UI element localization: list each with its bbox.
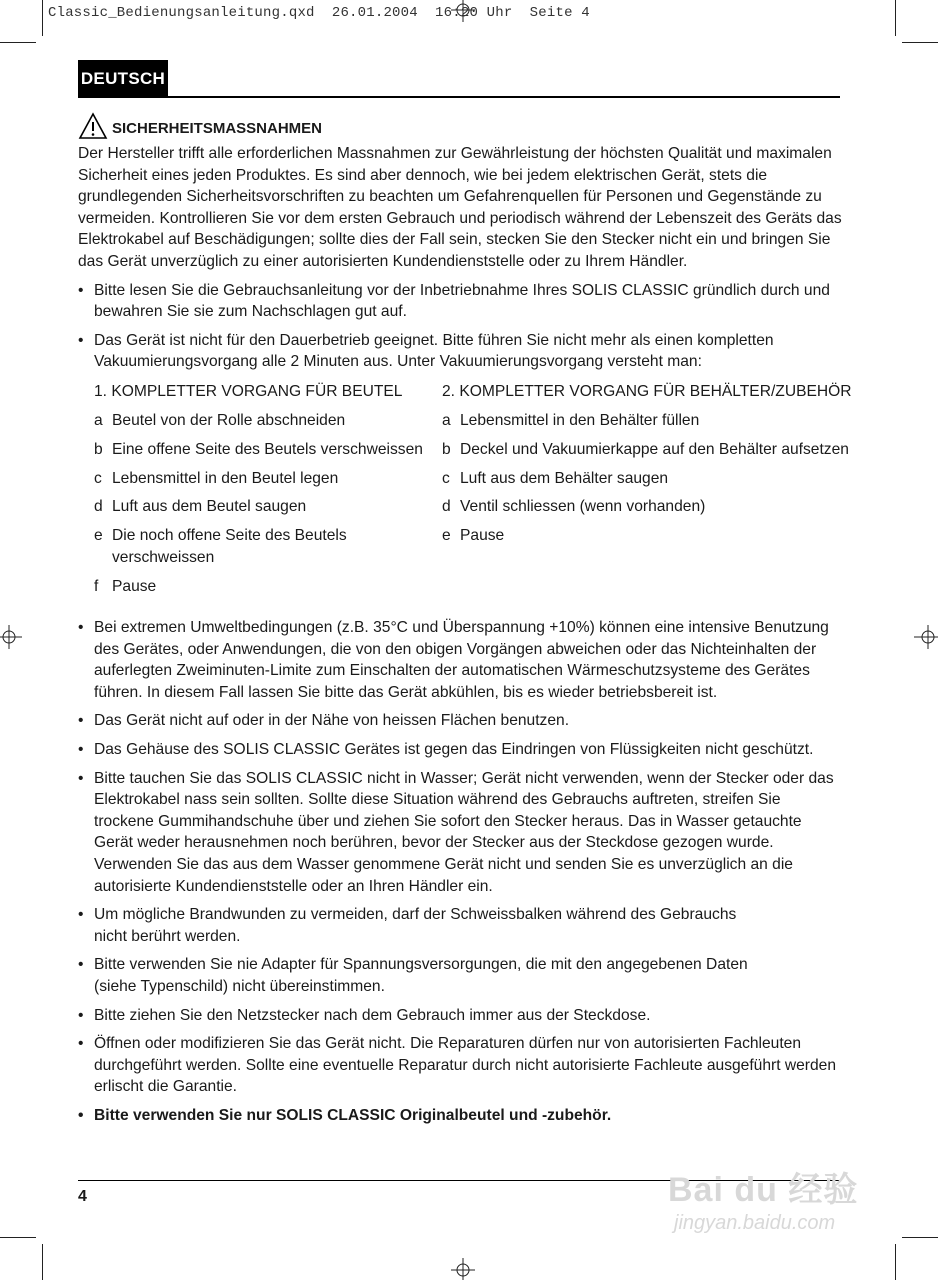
step-letter: b [442,440,451,458]
list-item-text: Das Gerät ist nicht für den Dauerbetrieb geeignet. Bitte führen Sie nicht mehr als einen kompletten Vakuumierungsvorgang alle 2 Minuten aus. Unter Vakuumierungsvorgang versteht man: [94,331,774,371]
header-rule [168,96,840,98]
list-item [78,280,842,323]
step-letter: d [442,498,451,516]
list-item [78,904,842,947]
watermark-brand: Bai du 经验 [668,1171,859,1209]
procedure-table [78,381,852,605]
crop-mark [42,0,43,36]
procedure-step [442,496,842,518]
procedure-step [94,496,442,518]
procedure-step [94,525,442,568]
list-item-emphasis [78,1105,842,1127]
crop-mark [902,42,938,43]
container-procedure-heading: 2. KOMPLETTER VORGANG FÜR BEHÄLTER/ZUBEHÖR [442,382,852,400]
list-item [78,617,842,703]
step-letter: a [94,411,103,429]
step-text: Deckel und Vakuumierkappe auf den Behälter aufsetzen [460,440,849,458]
section-heading [78,112,842,140]
step-letter: e [94,527,103,545]
step-letter: c [442,469,450,487]
crop-mark [0,1237,36,1238]
registration-mark-left [0,624,24,650]
step-text: Lebensmittel in den Behälter füllen [460,411,700,429]
list-item [78,954,842,997]
list-item-text: Bitte ziehen Sie den Netzstecker nach dem Gebrauch immer aus der Steckdose. [94,1006,651,1024]
step-text: Die noch offene Seite des Beutels verschweissen [112,527,347,567]
crop-mark [902,1237,938,1238]
step-text: Pause [112,578,157,596]
list-item-text: Um mögliche Brandwunden zu vermeiden, darf der Schweissbalken während des Gebrauchs nicht berührt werden. [94,906,737,945]
bag-procedure-heading: 1. KOMPLETTER VORGANG FÜR BEUTEL [94,382,403,400]
procedure-step [94,439,442,461]
procedure-step [442,410,842,432]
procedure-step [442,525,842,547]
crop-mark [42,1244,43,1280]
step-text: Beutel von der Rolle abschneiden [112,411,346,429]
procedure-step [442,439,849,461]
list-item-text: Bitte lesen Sie die Gebrauchsanleitung vor der Inbetriebnahme Ihres SOLIS CLASSIC gründlich durch und bewahren Sie sie zum Nachschlagen gut auf. [94,281,830,321]
step-text: Luft aus dem Behälter saugen [460,469,669,487]
procedure-step [94,576,442,598]
list-item-text: Das Gerät nicht auf oder in der Nähe von heissen Flächen benutzen. [94,712,570,730]
list-item-text: Das Gehäuse des SOLIS CLASSIC Gerätes ist gegen das Eindringen von Flüssigkeiten nicht geschützt. [94,741,814,758]
step-letter: a [442,411,451,429]
step-letter: d [94,498,103,516]
procedure-step [94,410,442,432]
container-procedure [442,381,852,605]
bag-procedure [94,381,442,605]
list-item-text: Bitte tauchen Sie das SOLIS CLASSIC nicht in Wasser; Gerät nicht verwenden, wenn der Stecker oder das Elektrokabel nass sein sollten. Sollte diese Situation während des Gebrauchs auftreten, streifen Sie trockene Gummihandschuhe über und ziehen Sie sofort den Stecker heraus. Das in Wasser getauchte Gerät weder herausnehmen noch berühren, bevor der Stecker aus der Steckdose gezogen wurde. Verwenden Sie das aus dem Wasser genommene Gerät nicht und senden Sie es unverzüglich an die autorisierte Kundendienststelle oder an Ihren Händler ein. [94,769,834,895]
intro-paragraph: Der Hersteller trifft alle erforderlichen Massnahmen zur Gewährleistung der höchsten Qualität und maximalen Sicherheit eines jeden Produktes. Es sind aber dennoch, wie bei jedem elektrischen Gerät, stets die grundlegenden Sicherheitsvorschriften zu beachten um Gefahrenquellen für Personen und Gegenstände zu vermeiden. Kontrollieren Sie vor dem ersten Gebrauch und periodisch während der Lebenszeit des Geräts das Elektrokabel auf Beschädigungen; sollte dies der Fall sein, stecken Sie den Stecker nicht ein und bringen Sie das Gerät unverzüglich zu einer autorisierten Kundendienststelle oder zu Ihrem Händler. [78,145,842,270]
watermark-url: jingyan.baidu.com [674,1212,836,1234]
step-text: Eine offene Seite des Beutels verschweissen [112,440,423,458]
list-item [78,330,842,373]
registration-mark-right [910,624,938,650]
list-item-text: Öffnen oder modifizieren Sie das Gerät nicht. Die Reparaturen dürfen nur von autorisierten Fachleuten durchgeführt werden. Sollte eine eventuelle Reparatur durch nicht autorisierte Fachleute ausgeführt werden erlischt die Garantie. [94,1035,837,1096]
list-item [78,710,842,732]
registration-mark-bottom [450,1256,476,1280]
bullet-icon: • [78,906,84,924]
print-header: Classic_Bedienungsanleitung.qxd 26.01.2004 16:20 Uhr Seite 4 [48,5,590,21]
list-item [78,739,842,761]
bullet-icon: • [78,712,84,730]
main-content [78,112,852,1127]
procedure-step [94,468,442,490]
bullet-icon: • [78,956,84,974]
list-item-text: Bitte verwenden Sie nur SOLIS CLASSIC Originalbeutel und -zubehör. [94,1106,612,1124]
step-text: Ventil schliessen (wenn vorhanden) [460,498,706,516]
bullet-icon: • [78,1106,84,1124]
section-title: SICHERHEITSMASSNAHMEN [112,120,323,138]
step-text: Lebensmittel in den Beutel legen [112,469,339,487]
step-text: Luft aus dem Beutel saugen [112,498,307,516]
step-letter: e [442,527,451,545]
bullet-icon: • [78,741,84,758]
language-tab: DEUTSCH [78,60,168,98]
procedure-step [442,468,842,490]
list-item [78,1005,842,1027]
watermark [668,1150,898,1245]
page-number: 4 [78,1188,87,1205]
bullet-icon: • [78,331,84,349]
list-item-text: Bei extremen Umweltbedingungen (z.B. 35°C und Überspannung +10%) können eine intensive Benutzung des Gerätes, oder Anwendungen, die von den obigen Vorgängen abweichen oder das Nichteinhalten der auferlegten Zweiminuten-Limite zum Einschalten der automatischen Wärmeschutzsysteme des Gerätes führen. In diesem Fall lassen Sie bitte das Gerät abkühlen, bis es wieder betriebsbereit ist. [94,619,829,701]
crop-mark [0,42,36,43]
bullet-icon: • [78,619,84,637]
bullet-icon: • [78,769,84,787]
bullet-icon: • [78,1035,84,1053]
list-item [78,768,842,898]
warning-icon [78,112,108,140]
crop-mark [895,1244,896,1280]
step-text: Pause [460,527,505,545]
step-letter: b [94,440,103,458]
crop-mark [895,0,896,36]
list-item [78,1033,842,1098]
list-item-text: Bitte verwenden Sie nie Adapter für Spannungsversorgungen, die mit den angegebenen Daten (siehe Typenschild) nicht übereinstimmen. [94,956,748,995]
bullet-icon: • [78,1006,84,1024]
bullet-icon: • [78,281,84,299]
step-letter: c [94,469,102,487]
step-letter: f [94,578,99,596]
